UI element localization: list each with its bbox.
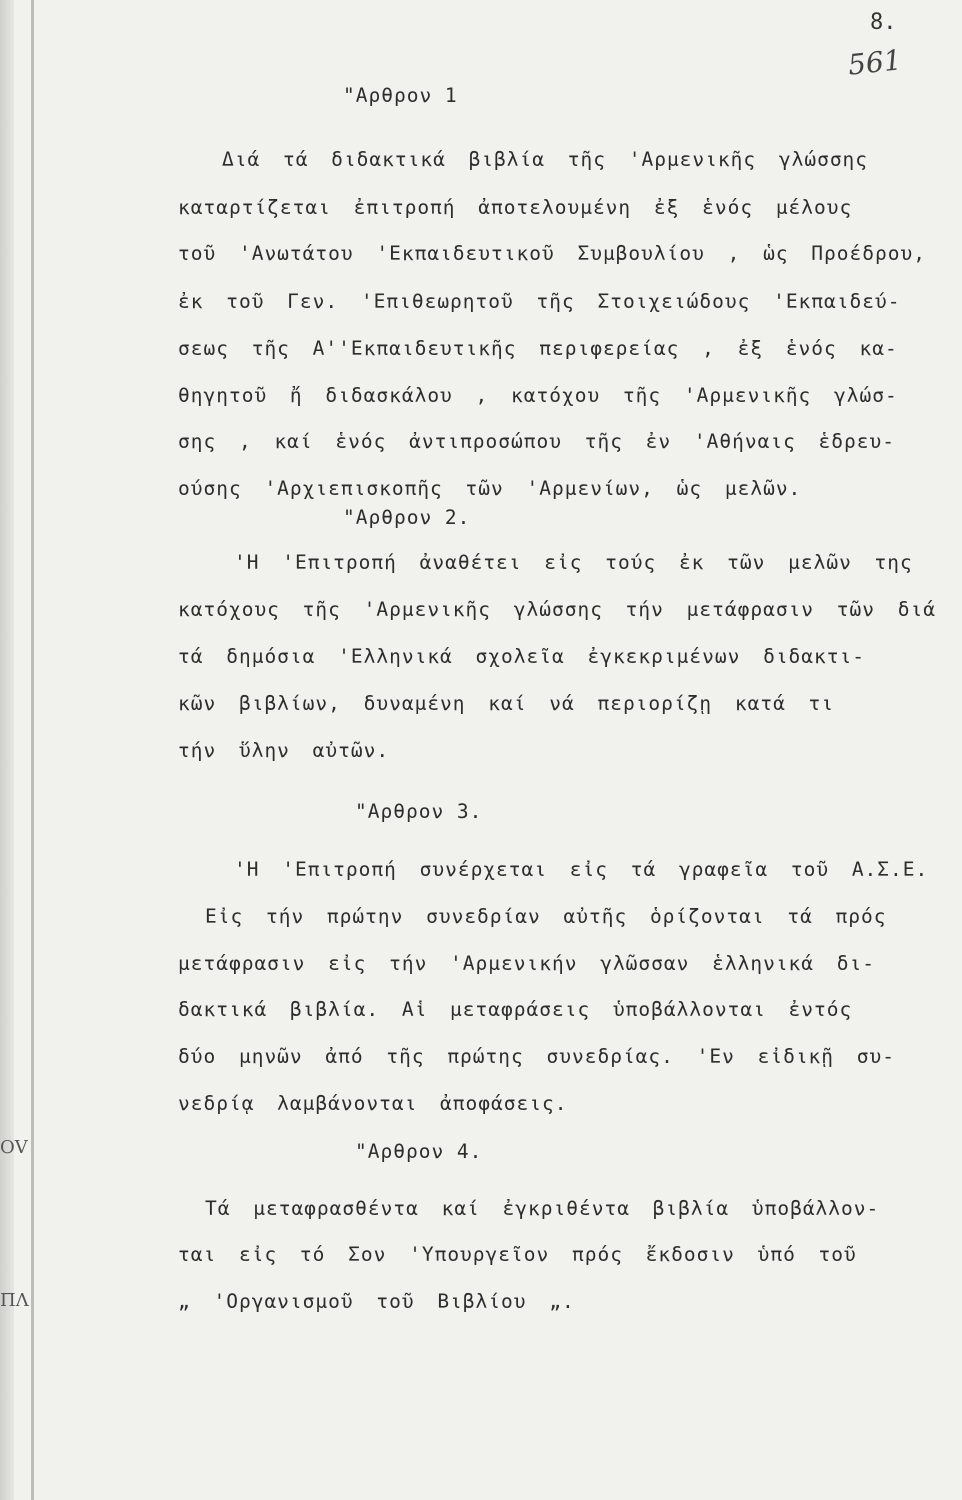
article-line: σης , καί ἑνός ἀντιπροσώπου τῆς ἐν 'Αθήναις ἑδρευ- [178, 430, 895, 453]
article-line: ούσης 'Αρχιεπισκοπῆς τῶν 'Αρμενίων, ὡς μελῶν. [178, 477, 802, 500]
article-heading: "Αρθρον 1 [343, 84, 458, 107]
article-line: δύο μηνῶν ἀπό τῆς πρώτης συνεδρίας. 'Εν εἰδικῇ συ- [178, 1045, 895, 1068]
article-line: τά δημόσια 'Ελληνικά σχολεῖα ἐγκεκριμένων διδακτι- [178, 645, 865, 668]
article-line: 'Η 'Επιτροπή ἀναθέτει εἰς τούς ἐκ τῶν μελῶν της [234, 551, 913, 574]
article-line: θηγητοῦ ἤ διδασκάλου , κατόχου τῆς 'Αρμενικῆς γλώσ- [178, 384, 898, 407]
article-line: Εἰς τήν πρώτην συνεδρίαν αὐτῆς ὁρίζονται τά πρός [205, 905, 887, 928]
article-line: νεδρίᾳ λαμβάνονται ἀποφάσεις. [178, 1092, 568, 1115]
edge-mark: ΠΛ [0, 1290, 29, 1311]
article-line: καταρτίζεται ἐπιτροπή ἀποτελουμένη ἐξ ἑνός μέλους [178, 196, 853, 219]
article-heading: "Αρθρον 3. [355, 800, 483, 823]
page-number: 8. [870, 10, 897, 35]
article-line: τήν ὕλην αὐτῶν. [178, 739, 390, 762]
article-line: δακτικά βιβλία. Αἱ μεταφράσεις ὑποβάλλονται ἐντός [178, 998, 853, 1021]
article-line: Διά τά διδακτικά βιβλία τῆς 'Αρμενικῆς γλώσσης [222, 148, 869, 171]
handwritten-page-number: 561 [846, 43, 904, 82]
article-line: μετάφρασιν εἰς τήν 'Αρμενικήν γλῶσσαν ἑλληνικά δι- [178, 952, 875, 975]
article-line: 'Η 'Επιτροπή συνέρχεται εἰς τά γραφεῖα τοῦ Α.Σ.Ε. [234, 858, 929, 881]
article-line: Τά μεταφρασθέντα καί ἐγκριθέντα βιβλία ὑποβάλλον- [205, 1197, 880, 1220]
article-line: τοῦ 'Ανωτάτου 'Εκπαιδευτικοῦ Συμβουλίου , ὡς Προέδρου, [178, 242, 926, 265]
article-line: κατόχους τῆς 'Αρμενικῆς γλώσσης τήν μετάφρασιν τῶν διά [178, 598, 936, 621]
edge-mark: ΟV [0, 1137, 28, 1158]
binding-edge [0, 0, 14, 1500]
article-line: ται εἰς τό Σον 'Υπουργεῖον πρός ἔκδοσιν ὑπό τοῦ [178, 1243, 857, 1266]
article-line: σεως τῆς Α''Εκπαιδευτικῆς περιφερείας , ἐξ ἑνός κα- [178, 337, 898, 360]
article-line: „ 'Οργανισμοῦ τοῦ Βιβλίου „. [178, 1290, 575, 1313]
article-heading: "Αρθρον 4. [355, 1140, 483, 1163]
article-line: ἐκ τοῦ Γεν. 'Επιθεωρητοῦ τῆς Στοιχειώδους 'Εκπαιδεύ- [178, 290, 901, 313]
article-line: κῶν βιβλίων, δυναμένη καί νά περιορίζῃ κατά τι [178, 692, 835, 715]
margin-line [31, 0, 34, 1500]
article-heading: "Αρθρον 2. [343, 506, 471, 529]
